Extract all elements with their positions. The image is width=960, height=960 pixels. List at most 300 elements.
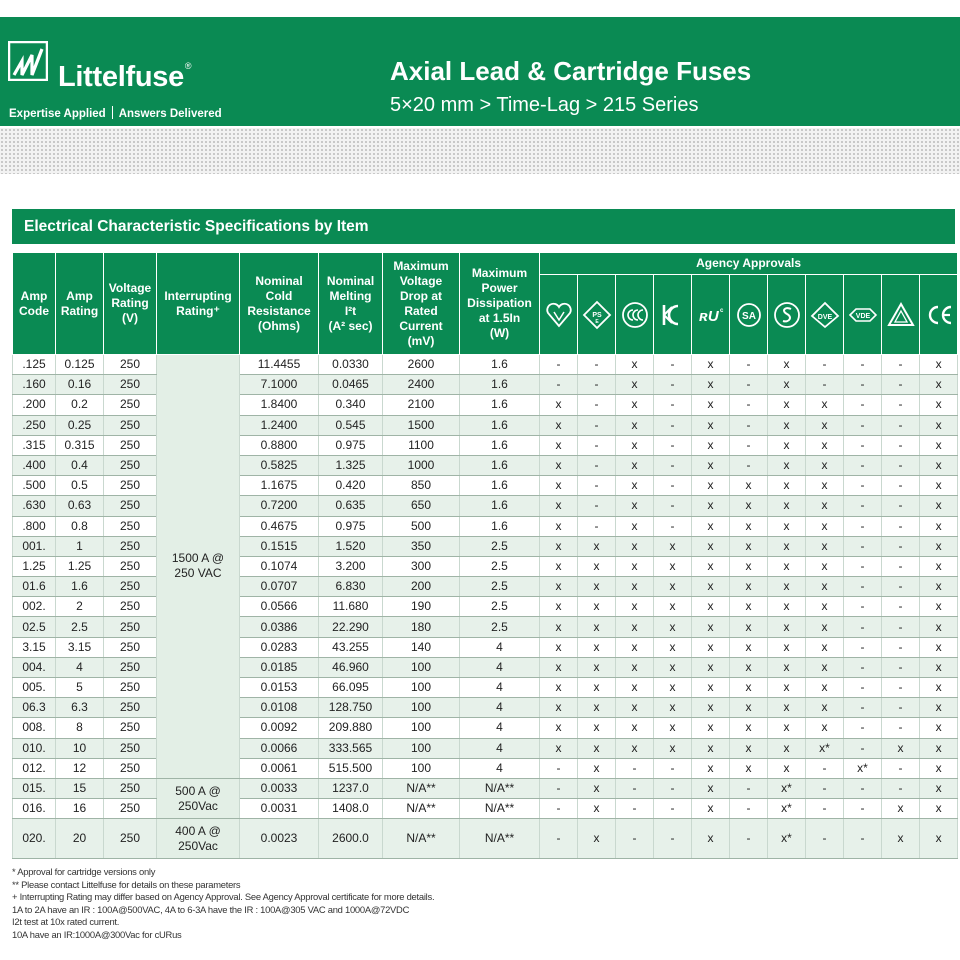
spec-table-body — [13, 355, 958, 859]
agency-approval-cell: - — [882, 435, 920, 455]
power-dissipation-cell: 1.6 — [460, 375, 540, 395]
voltage-rating-cell: 250 — [104, 435, 157, 455]
agency-col-ce — [920, 275, 958, 355]
melting-i2t-cell: 0.420 — [319, 476, 383, 496]
agency-approval-cell: x — [616, 698, 654, 718]
agency-approval-cell: - — [578, 355, 616, 375]
tagline-left: Expertise Applied — [9, 108, 106, 120]
agency-approval-cell: x — [540, 698, 578, 718]
col-amp-rating: Amp Rating — [56, 253, 104, 355]
agency-approval-cell: x* — [768, 778, 806, 798]
voltage-rating-cell: 250 — [104, 516, 157, 536]
agency-approval-cell: x — [692, 597, 730, 617]
voltage-drop-cell: 1100 — [383, 435, 460, 455]
melting-i2t-cell: 22.290 — [319, 617, 383, 637]
agency-approval-cell: x* — [806, 738, 844, 758]
agency-approval-cell: x — [616, 395, 654, 415]
agency-approval-cell: x — [768, 617, 806, 637]
ce-icon — [924, 300, 954, 330]
voltage-drop-cell: 850 — [383, 476, 460, 496]
agency-approval-cell: x — [578, 678, 616, 698]
agency-approval-cell: x — [578, 718, 616, 738]
agency-approval-cell: x — [540, 435, 578, 455]
agency-approval-cell: x — [654, 617, 692, 637]
agency-approval-cell: - — [654, 496, 692, 516]
voltage-rating-cell: 250 — [104, 536, 157, 556]
agency-approval-cell: x — [768, 657, 806, 677]
agency-approval-cell: - — [578, 395, 616, 415]
cold-resistance-cell: 0.0185 — [240, 657, 319, 677]
agency-approval-cell: x — [616, 516, 654, 536]
cold-resistance-cell: 0.0033 — [240, 778, 319, 798]
agency-approval-cell: - — [730, 778, 768, 798]
agency-approval-cell: x — [768, 415, 806, 435]
melting-i2t-cell: 128.750 — [319, 698, 383, 718]
agency-approval-cell: - — [844, 536, 882, 556]
power-dissipation-cell: 4 — [460, 698, 540, 718]
agency-approval-cell: - — [844, 799, 882, 819]
voltage-drop-cell: N/A** — [383, 799, 460, 819]
power-dissipation-cell: 4 — [460, 637, 540, 657]
agency-approval-cell: - — [654, 455, 692, 475]
amp-rating-cell: 15 — [56, 778, 104, 798]
agency-approval-cell: - — [578, 476, 616, 496]
voltage-rating-cell: 250 — [104, 496, 157, 516]
table-row — [13, 678, 958, 698]
col-melting-i2t: Nominal Melting I²t (A² sec) — [319, 253, 383, 355]
agency-approval-cell: x — [654, 597, 692, 617]
amp-code-cell: 001. — [13, 536, 56, 556]
agency-approval-cell: x — [920, 476, 958, 496]
agency-approval-cell: - — [882, 678, 920, 698]
agency-approval-cell: - — [882, 577, 920, 597]
agency-approval-cell: x — [730, 698, 768, 718]
cold-resistance-cell: 1.8400 — [240, 395, 319, 415]
power-dissipation-cell: 2.5 — [460, 556, 540, 576]
voltage-rating-cell: 250 — [104, 718, 157, 738]
col-voltage-rating: Voltage Rating (V) — [104, 253, 157, 355]
agency-approval-cell: x — [806, 637, 844, 657]
agency-approval-cell: - — [540, 778, 578, 798]
ul-recognized-icon — [696, 300, 726, 330]
cold-resistance-cell: 0.0707 — [240, 577, 319, 597]
amp-rating-cell: 10 — [56, 738, 104, 758]
amp-code-cell: .200 — [13, 395, 56, 415]
interrupting-rating-cell: 400 A @ 250Vac — [157, 819, 240, 859]
table-row — [13, 395, 958, 415]
voltage-rating-cell: 250 — [104, 556, 157, 576]
melting-i2t-cell: 209.880 — [319, 718, 383, 738]
dve-icon — [810, 300, 840, 330]
table-row — [13, 718, 958, 738]
agency-approval-cell: - — [844, 455, 882, 475]
agency-approval-cell: x — [730, 597, 768, 617]
svg-text:DVE: DVE — [817, 313, 832, 321]
amp-rating-cell: 0.25 — [56, 415, 104, 435]
agency-approval-cell: x — [540, 738, 578, 758]
agency-approval-cell: - — [730, 799, 768, 819]
agency-approval-cell: x — [692, 435, 730, 455]
agency-approval-cell: - — [844, 375, 882, 395]
cold-resistance-cell: 0.8800 — [240, 435, 319, 455]
agency-approval-cell: x — [768, 678, 806, 698]
agency-approval-cell: x — [768, 637, 806, 657]
agency-approval-cell: x — [768, 455, 806, 475]
agency-approval-cell: x* — [844, 758, 882, 778]
agency-approval-cell: - — [882, 698, 920, 718]
agency-approval-cell: - — [616, 758, 654, 778]
agency-col-dve — [806, 275, 844, 355]
agency-approval-cell: - — [540, 355, 578, 375]
amp-rating-cell: 16 — [56, 799, 104, 819]
agency-approval-cell: x — [730, 678, 768, 698]
cold-resistance-cell: 7.1000 — [240, 375, 319, 395]
agency-approval-cell: - — [654, 799, 692, 819]
table-row — [13, 375, 958, 395]
agency-approval-cell: x — [882, 819, 920, 859]
agency-approval-cell: x — [654, 738, 692, 758]
littelfuse-logo-icon — [8, 41, 48, 81]
agency-approval-cell: x — [692, 415, 730, 435]
agency-approval-cell: - — [844, 718, 882, 738]
agency-approval-cell: x — [692, 617, 730, 637]
voltage-drop-cell: 1500 — [383, 415, 460, 435]
agency-approval-cell: x — [920, 577, 958, 597]
amp-rating-cell: 5 — [56, 678, 104, 698]
agency-approval-cell: x — [806, 496, 844, 516]
agency-col-vde-heart — [540, 275, 578, 355]
agency-approval-cell: - — [806, 355, 844, 375]
agency-approval-cell: x — [616, 678, 654, 698]
agency-approval-cell: - — [882, 476, 920, 496]
table-row — [13, 415, 958, 435]
agency-approval-cell: x — [920, 597, 958, 617]
voltage-rating-cell: 250 — [104, 698, 157, 718]
agency-approval-cell: x — [654, 657, 692, 677]
cold-resistance-cell: 0.0386 — [240, 617, 319, 637]
agency-approval-cell: x — [692, 657, 730, 677]
agency-approval-cell: x — [920, 678, 958, 698]
agency-approval-cell: x — [806, 415, 844, 435]
cold-resistance-cell: 0.0066 — [240, 738, 319, 758]
agency-approval-cell: x — [540, 455, 578, 475]
agency-approval-cell: - — [844, 617, 882, 637]
melting-i2t-cell: 0.0465 — [319, 375, 383, 395]
agency-approval-cell: x — [806, 597, 844, 617]
agency-approval-cell: x — [768, 597, 806, 617]
agency-approval-cell: - — [654, 355, 692, 375]
table-row — [13, 455, 958, 475]
agency-approval-cell: x — [920, 375, 958, 395]
agency-approval-cell: x — [806, 678, 844, 698]
agency-approval-cell: - — [844, 395, 882, 415]
voltage-drop-cell: 140 — [383, 637, 460, 657]
agency-approval-cell: x — [806, 435, 844, 455]
col-power-dissipation: Maximum Power Dissipation at 1.5In (W) — [460, 253, 540, 355]
amp-code-cell: 02.5 — [13, 617, 56, 637]
power-dissipation-cell: 1.6 — [460, 415, 540, 435]
voltage-drop-cell: N/A** — [383, 819, 460, 859]
agency-approval-cell: x* — [768, 819, 806, 859]
amp-rating-cell: 0.315 — [56, 435, 104, 455]
amp-code-cell: 008. — [13, 718, 56, 738]
agency-approval-cell: x — [920, 799, 958, 819]
voltage-rating-cell: 250 — [104, 597, 157, 617]
agency-approval-cell: x — [730, 476, 768, 496]
cold-resistance-cell: 0.1515 — [240, 536, 319, 556]
agency-approval-cell: x — [692, 556, 730, 576]
agency-approval-cell: x — [578, 597, 616, 617]
csa-icon — [734, 300, 764, 330]
agency-approval-cell: - — [882, 355, 920, 375]
agency-approval-cell: - — [882, 395, 920, 415]
svg-text:c: c — [719, 307, 723, 314]
agency-approval-cell: x — [654, 718, 692, 738]
agency-approval-cell: - — [730, 435, 768, 455]
agency-approval-cell: x — [692, 536, 730, 556]
melting-i2t-cell: 1.520 — [319, 536, 383, 556]
agency-approval-cell: x — [540, 657, 578, 677]
agency-approval-cell: x — [806, 395, 844, 415]
agency-approval-cell: x — [730, 657, 768, 677]
voltage-drop-cell: 100 — [383, 657, 460, 677]
brand-tagline — [9, 106, 222, 120]
agency-approval-cell: - — [882, 496, 920, 516]
agency-approval-cell: x — [806, 698, 844, 718]
agency-approval-cell: x — [540, 415, 578, 435]
table-row — [13, 516, 958, 536]
agency-approval-cell: x — [920, 556, 958, 576]
table-row — [13, 657, 958, 677]
agency-approval-cell: x — [768, 577, 806, 597]
agency-approval-cell: - — [882, 617, 920, 637]
agency-approval-cell: x — [768, 476, 806, 496]
agency-approval-cell: - — [616, 778, 654, 798]
agency-approval-cell: x — [616, 476, 654, 496]
melting-i2t-cell: 515.500 — [319, 758, 383, 778]
agency-approval-cell: - — [654, 435, 692, 455]
agency-col-semko-s — [768, 275, 806, 355]
agency-approval-cell: - — [540, 375, 578, 395]
agency-approval-cell: x — [692, 738, 730, 758]
cold-resistance-cell: 1.2400 — [240, 415, 319, 435]
agency-approval-cell: x — [920, 698, 958, 718]
agency-approval-cell: - — [882, 657, 920, 677]
amp-rating-cell: 0.8 — [56, 516, 104, 536]
agency-approval-cell: x — [578, 758, 616, 778]
table-row — [13, 435, 958, 455]
melting-i2t-cell: 0.975 — [319, 435, 383, 455]
agency-approval-cell: x — [540, 476, 578, 496]
amp-rating-cell: 8 — [56, 718, 104, 738]
agency-approval-cell: - — [844, 415, 882, 435]
agency-approval-cell: x — [920, 758, 958, 778]
agency-approval-cell: - — [806, 778, 844, 798]
agency-approval-cell: x — [654, 637, 692, 657]
cold-resistance-cell: 0.1074 — [240, 556, 319, 576]
tagline-divider — [112, 106, 113, 119]
amp-rating-cell: 1.6 — [56, 577, 104, 597]
table-row — [13, 597, 958, 617]
power-dissipation-cell: N/A** — [460, 778, 540, 798]
agency-approval-cell: x — [768, 435, 806, 455]
agency-approval-cell: x — [806, 617, 844, 637]
cold-resistance-cell: 11.4455 — [240, 355, 319, 375]
agency-approval-cell: x — [616, 718, 654, 738]
agency-approval-cell: x — [654, 577, 692, 597]
agency-approval-cell: - — [844, 698, 882, 718]
agency-approval-cell: - — [730, 355, 768, 375]
agency-approval-cell: - — [616, 819, 654, 859]
table-row — [13, 556, 958, 576]
agency-approval-cell: - — [844, 476, 882, 496]
voltage-drop-cell: 2100 — [383, 395, 460, 415]
voltage-rating-cell: 250 — [104, 415, 157, 435]
agency-approval-cell: x — [540, 536, 578, 556]
agency-approval-cell: x — [882, 799, 920, 819]
agency-approval-cell: - — [730, 395, 768, 415]
amp-code-cell: .800 — [13, 516, 56, 536]
agency-approval-cell: x — [730, 738, 768, 758]
agency-approval-cell: x — [806, 455, 844, 475]
agency-approval-cell: x — [692, 819, 730, 859]
agency-approval-cell: - — [578, 435, 616, 455]
amp-code-cell: 010. — [13, 738, 56, 758]
power-dissipation-cell: 1.6 — [460, 435, 540, 455]
agency-approval-cell: - — [844, 577, 882, 597]
header-banner — [0, 17, 960, 126]
agency-approval-cell: x — [578, 738, 616, 758]
svg-text:PS: PS — [591, 311, 602, 319]
agency-approval-cell: x — [768, 375, 806, 395]
table-row — [13, 355, 958, 375]
footnote: 10A have an IR:1000A@300Vac for cURus — [12, 928, 182, 940]
semko-s-icon — [772, 300, 802, 330]
amp-code-cell: 1.25 — [13, 556, 56, 576]
amp-code-cell: .400 — [13, 455, 56, 475]
agency-approval-cell: x* — [768, 799, 806, 819]
agency-approval-cell: x — [540, 516, 578, 536]
agency-approval-cell: x — [692, 718, 730, 738]
voltage-drop-cell: 300 — [383, 556, 460, 576]
power-dissipation-cell: 2.5 — [460, 536, 540, 556]
power-dissipation-cell: 1.6 — [460, 455, 540, 475]
cold-resistance-cell: 0.7200 — [240, 496, 319, 516]
cold-resistance-cell: 0.5825 — [240, 455, 319, 475]
col-agency-approvals: Agency Approvals — [540, 253, 958, 275]
agency-approval-cell: - — [882, 415, 920, 435]
agency-approval-cell: x — [692, 758, 730, 778]
agency-approval-cell: x — [920, 637, 958, 657]
power-dissipation-cell: 4 — [460, 718, 540, 738]
agency-approval-cell: x — [540, 597, 578, 617]
agency-approval-cell: x — [806, 577, 844, 597]
voltage-drop-cell: 2400 — [383, 375, 460, 395]
melting-i2t-cell: 6.830 — [319, 577, 383, 597]
melting-i2t-cell: 66.095 — [319, 678, 383, 698]
agency-approval-cell: x — [578, 637, 616, 657]
agency-approval-cell: x — [730, 758, 768, 778]
agency-approval-cell: - — [844, 637, 882, 657]
cold-resistance-cell: 0.4675 — [240, 516, 319, 536]
agency-approval-cell: x — [692, 355, 730, 375]
voltage-rating-cell: 250 — [104, 375, 157, 395]
agency-approval-cell: x — [616, 435, 654, 455]
power-dissipation-cell: 1.6 — [460, 476, 540, 496]
vde-heart-icon — [544, 300, 574, 330]
agency-approval-cell: - — [844, 819, 882, 859]
agency-approval-cell: x — [920, 516, 958, 536]
power-dissipation-cell: 2.5 — [460, 617, 540, 637]
agency-approval-cell: - — [730, 415, 768, 435]
agency-approval-cell: x — [616, 738, 654, 758]
amp-rating-cell: 1 — [56, 536, 104, 556]
triangle-mark-icon — [886, 300, 916, 330]
amp-code-cell: .160 — [13, 375, 56, 395]
footnote: 1A to 2A have an IR : 100A@500VAC, 4A to 6-3A have the IR : 100A@305 VAC and 1000A@72VDC — [12, 903, 410, 915]
agency-col-kc — [654, 275, 692, 355]
power-dissipation-cell: 2.5 — [460, 577, 540, 597]
agency-approval-cell: x — [540, 637, 578, 657]
svg-text:ʀU: ʀU — [698, 307, 719, 325]
melting-i2t-cell: 0.975 — [319, 516, 383, 536]
agency-approval-cell: x — [692, 698, 730, 718]
agency-approval-cell: x — [768, 496, 806, 516]
agency-approval-cell: x — [578, 556, 616, 576]
agency-approval-cell: - — [882, 778, 920, 798]
amp-code-cell: 01.6 — [13, 577, 56, 597]
table-row — [13, 637, 958, 657]
breadcrumb: 5×20 mm > Time-Lag > 215 Series — [390, 94, 699, 116]
voltage-rating-cell: 250 — [104, 799, 157, 819]
agency-col-csa — [730, 275, 768, 355]
kc-icon — [658, 300, 688, 330]
agency-approval-cell: x — [768, 698, 806, 718]
agency-approval-cell: - — [844, 678, 882, 698]
amp-rating-cell: 0.125 — [56, 355, 104, 375]
melting-i2t-cell: 0.340 — [319, 395, 383, 415]
agency-approval-cell: x — [616, 375, 654, 395]
agency-approval-cell: x — [540, 617, 578, 637]
agency-approval-cell: x — [654, 678, 692, 698]
ccc-icon — [620, 300, 650, 330]
power-dissipation-cell: 4 — [460, 758, 540, 778]
agency-approval-cell: - — [654, 375, 692, 395]
agency-approval-cell: - — [844, 738, 882, 758]
agency-approval-cell: - — [844, 778, 882, 798]
power-dissipation-cell: 1.6 — [460, 395, 540, 415]
col-cold-resistance: Nominal Cold Resistance (Ohms) — [240, 253, 319, 355]
agency-approval-cell: x — [540, 678, 578, 698]
interrupting-rating-cell: 1500 A @ 250 VAC — [157, 355, 240, 779]
agency-approval-cell: x — [920, 536, 958, 556]
agency-approval-cell: - — [654, 819, 692, 859]
agency-approval-cell: x — [806, 516, 844, 536]
power-dissipation-cell: 4 — [460, 657, 540, 677]
melting-i2t-cell: 0.545 — [319, 415, 383, 435]
agency-approval-cell: - — [654, 516, 692, 536]
page-title: Axial Lead & Cartridge Fuses — [390, 56, 752, 86]
amp-rating-cell: 0.5 — [56, 476, 104, 496]
agency-approval-cell: x — [540, 496, 578, 516]
amp-rating-cell: 4 — [56, 657, 104, 677]
table-row — [13, 819, 958, 859]
agency-approval-cell: x — [730, 637, 768, 657]
voltage-drop-cell: 2600 — [383, 355, 460, 375]
interrupting-rating-cell: 500 A @ 250Vac — [157, 778, 240, 818]
amp-code-cell: 004. — [13, 657, 56, 677]
cold-resistance-cell: 0.0031 — [240, 799, 319, 819]
